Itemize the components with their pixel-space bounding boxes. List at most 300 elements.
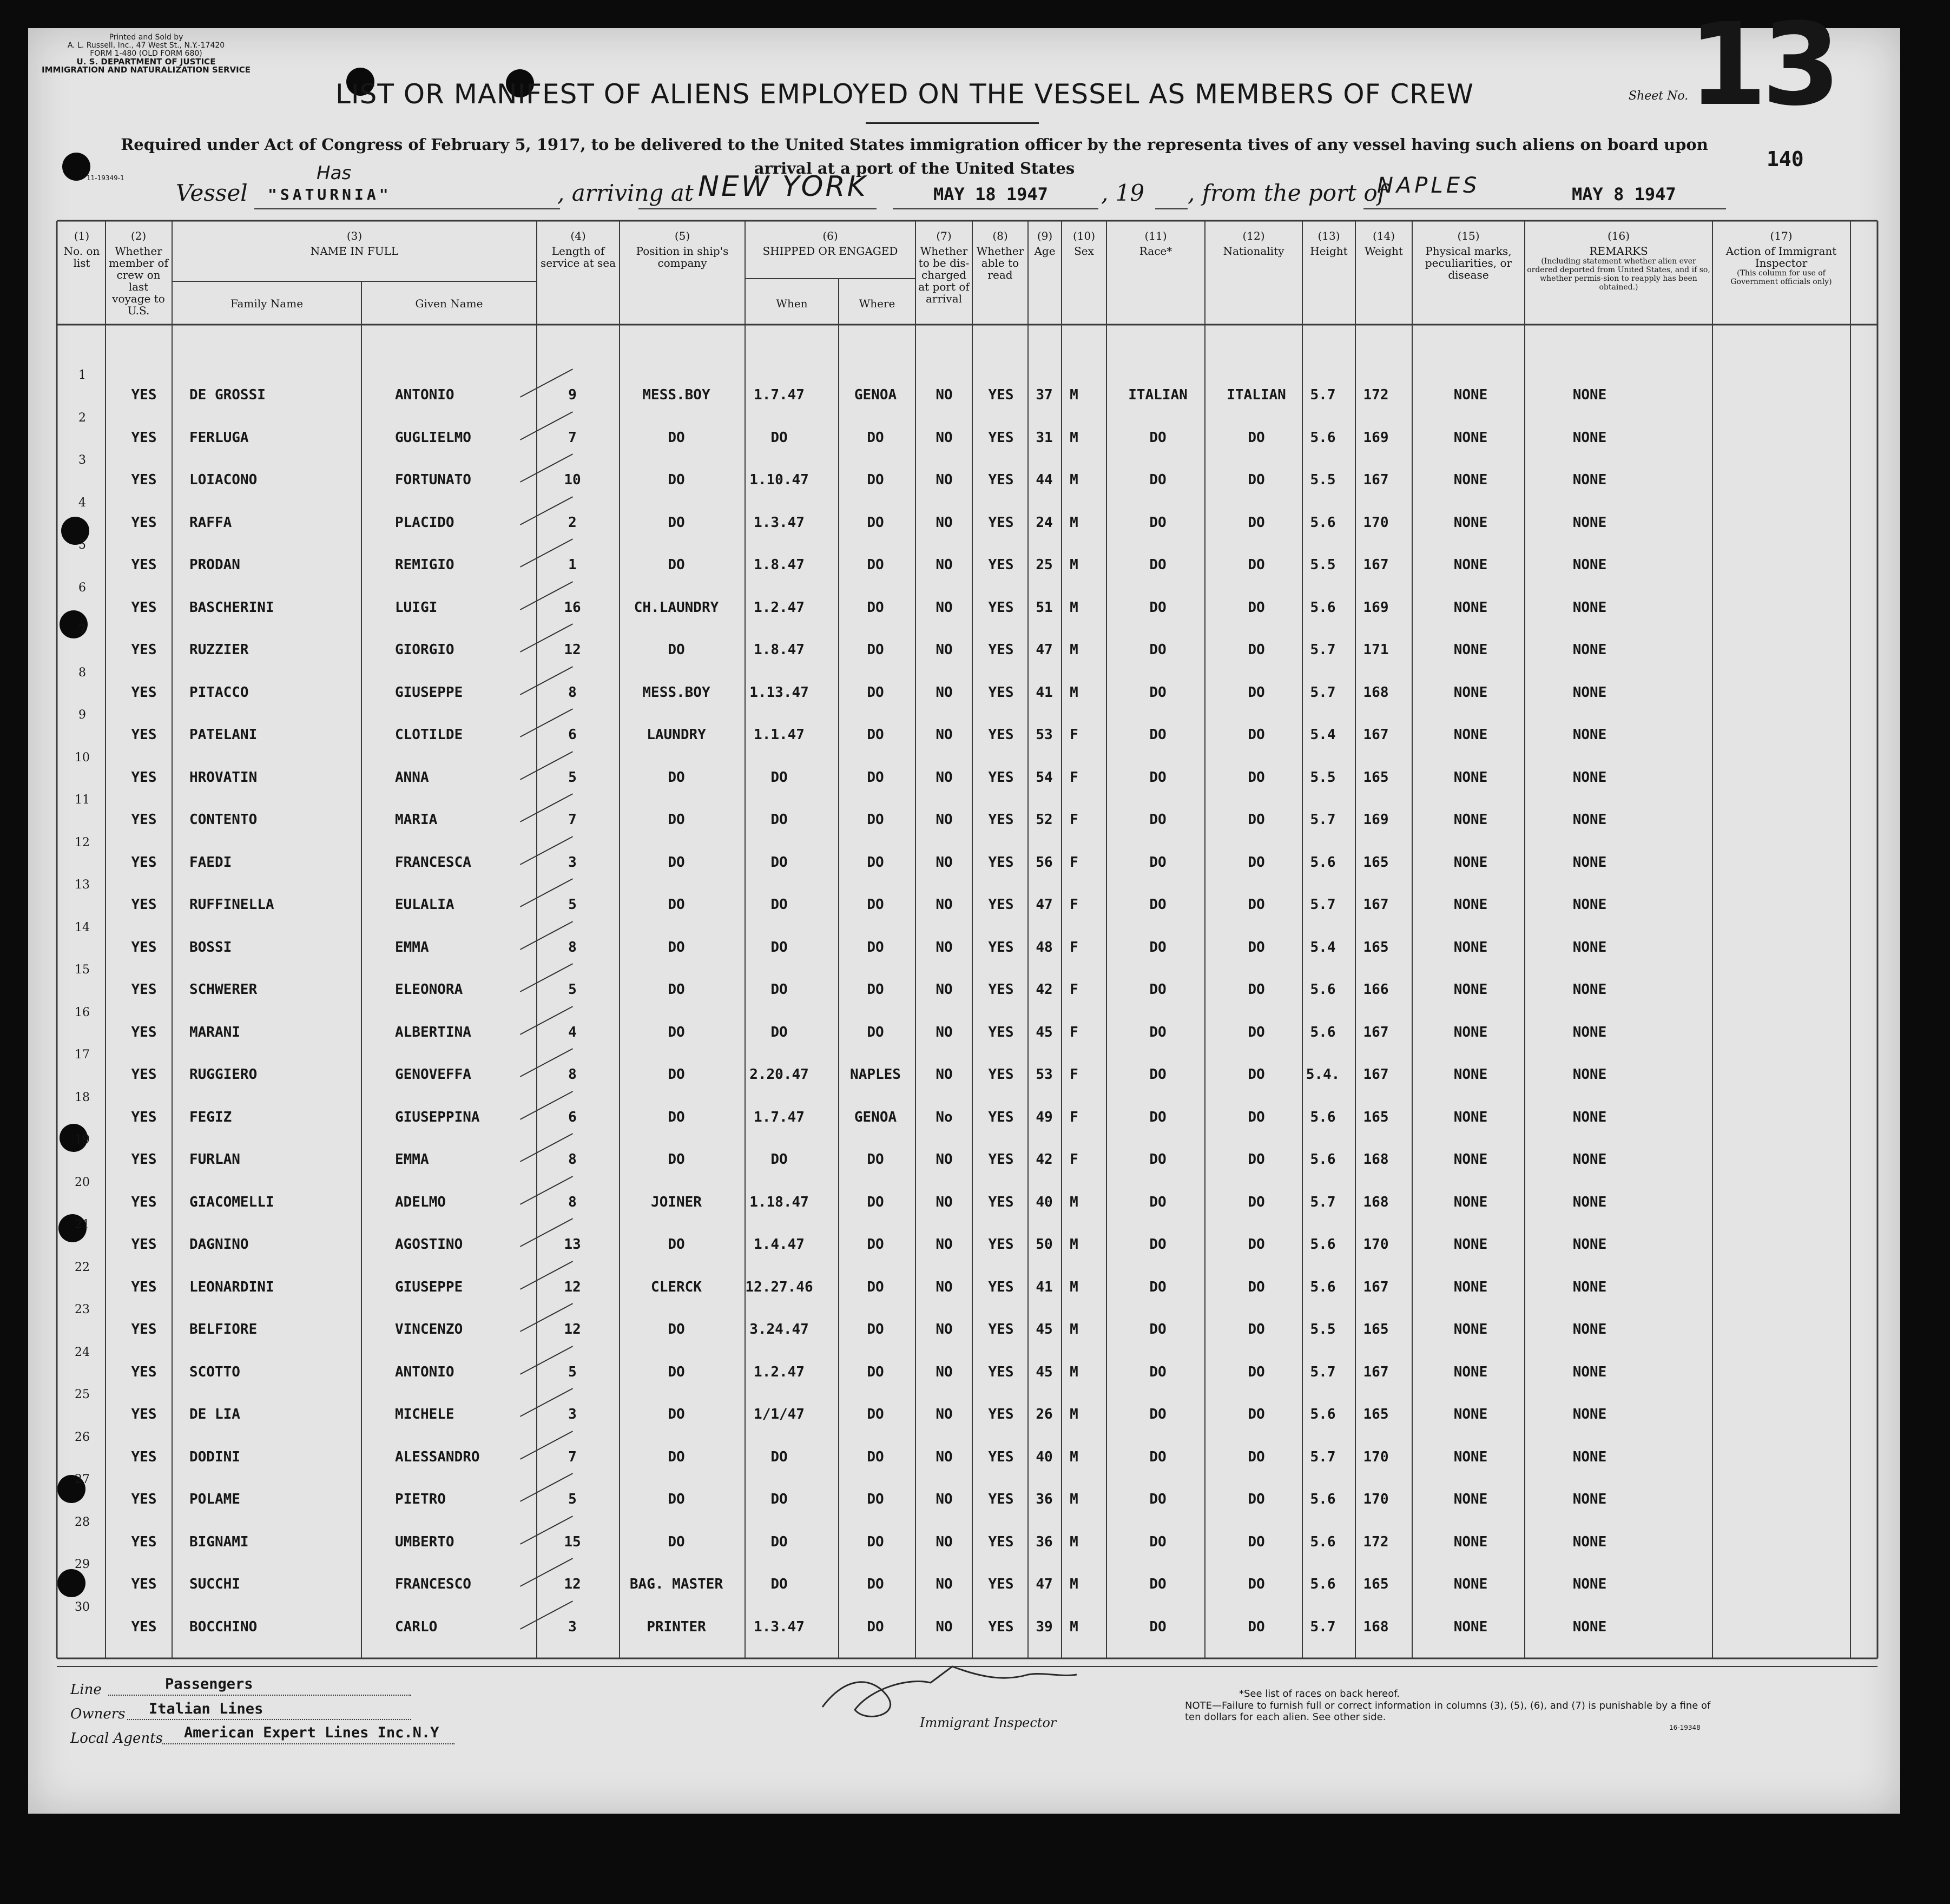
row-number: 26 — [75, 1430, 90, 1444]
cell-when: 1.18.47 — [749, 1194, 809, 1210]
cell-where: DO — [867, 812, 884, 828]
cell-sex: M — [1070, 472, 1078, 488]
cell-where: DO — [867, 981, 884, 998]
cell-height: 5.6 — [1310, 1151, 1336, 1168]
cell-given: PIETRO — [395, 1491, 446, 1507]
cell-discharged: No — [936, 1109, 953, 1125]
cell-height: 5.6 — [1310, 429, 1336, 446]
cell-nationality: DO — [1248, 599, 1265, 616]
cell-height: 5.7 — [1310, 684, 1336, 701]
cell-when: DO — [770, 897, 788, 913]
cell-discharged: NO — [936, 1491, 953, 1507]
cell-race: DO — [1149, 1363, 1167, 1380]
cell-age: 48 — [1036, 939, 1053, 956]
cell-nationality: DO — [1248, 812, 1265, 828]
cell-service: 3 — [568, 1618, 577, 1635]
cell-age: 53 — [1036, 1066, 1053, 1083]
cell-given: PLACIDO — [395, 514, 454, 531]
cell-discharged: NO — [936, 557, 953, 573]
row-number: 23 — [75, 1303, 90, 1316]
col-label: Whether able to read — [976, 245, 1024, 281]
cell-crew: YES — [131, 1321, 157, 1338]
cell-crew: YES — [131, 939, 157, 956]
cell-given: ALBERTINA — [395, 1024, 471, 1040]
cell-when: 1.7.47 — [754, 1109, 805, 1125]
cell-height: 5.7 — [1310, 1194, 1336, 1210]
cell-weight: 167 — [1363, 1066, 1389, 1083]
cell-crew: YES — [131, 981, 157, 998]
row-number: 28 — [75, 1515, 90, 1529]
cell-position: MESS.BOY — [642, 387, 710, 403]
cell-race: DO — [1149, 514, 1167, 531]
cell-discharged: NO — [936, 897, 953, 913]
cell-marks: NONE — [1453, 769, 1488, 786]
cell-position: CH.LAUNDRY — [634, 599, 719, 616]
cell-marks: NONE — [1453, 1618, 1488, 1635]
cell-position: DO — [668, 1066, 685, 1083]
owners-value: Italian Lines — [149, 1701, 263, 1717]
cell-crew: YES — [131, 514, 157, 531]
cell-given: VINCENZO — [395, 1321, 463, 1338]
col-header-service — [539, 230, 617, 269]
col-label: Race* — [1139, 245, 1172, 258]
cell-position: CLERCK — [651, 1279, 702, 1295]
cell-given: MARIA — [395, 812, 438, 828]
cell-when: DO — [770, 981, 788, 998]
cell-marks: NONE — [1453, 1576, 1488, 1592]
cell-given: GIUSEPPE — [395, 684, 463, 701]
cell-service: 6 — [568, 1109, 577, 1125]
row-number: 5 — [78, 538, 86, 552]
cell-read: YES — [988, 1576, 1014, 1592]
cell-sex: F — [1070, 939, 1078, 956]
cell-height: 5.6 — [1310, 1533, 1336, 1550]
cell-when: DO — [770, 429, 788, 446]
departure-date: MAY 8 1947 — [1572, 184, 1676, 205]
cell-crew: YES — [131, 472, 157, 488]
cell-race: DO — [1149, 1066, 1167, 1083]
cell-sex: M — [1070, 1448, 1078, 1465]
races-note: *See list of races on back hereof. — [1239, 1688, 1400, 1699]
row-number: 22 — [75, 1260, 90, 1274]
cell-service: 12 — [564, 1279, 581, 1295]
col-header-name — [172, 230, 537, 257]
cell-where: DO — [867, 727, 884, 743]
cell-nationality: DO — [1248, 727, 1265, 743]
row-number: 10 — [75, 750, 90, 765]
cell-marks: NONE — [1453, 642, 1488, 658]
cell-sex: M — [1070, 1533, 1078, 1550]
cell-service: 10 — [564, 472, 581, 488]
cell-remarks: NONE — [1572, 1618, 1607, 1635]
cell-marks: NONE — [1453, 939, 1488, 956]
col-num: (8) — [992, 229, 1008, 242]
cell-when: DO — [770, 1576, 788, 1592]
cell-position: DO — [668, 897, 685, 913]
cell-when: 1.13.47 — [749, 684, 809, 701]
cell-when: 1.7.47 — [754, 387, 805, 403]
cell-sex: F — [1070, 1151, 1078, 1168]
cell-where: DO — [867, 599, 884, 616]
form-code: 11-19349-1 — [87, 174, 124, 182]
cell-age: 52 — [1036, 812, 1053, 828]
cell-weight: 170 — [1363, 1236, 1389, 1253]
cell-service: 8 — [568, 1151, 577, 1168]
cell-service: 2 — [568, 514, 577, 531]
cell-where: DO — [867, 1194, 884, 1210]
col-num: (17) — [1770, 229, 1793, 242]
cell-age: 39 — [1036, 1618, 1053, 1635]
cell-read: YES — [988, 472, 1014, 488]
cell-weight: 172 — [1363, 387, 1389, 403]
cell-family: RAFFA — [189, 514, 232, 531]
cell-age: 53 — [1036, 727, 1053, 743]
line-dotline — [108, 1695, 411, 1696]
row-number: 6 — [78, 581, 86, 595]
cell-discharged: NO — [936, 387, 953, 403]
cell-sex: M — [1070, 1618, 1078, 1635]
cell-sex: F — [1070, 1066, 1078, 1083]
cell-weight: 172 — [1363, 1533, 1389, 1550]
cell-remarks: NONE — [1572, 1279, 1607, 1295]
col-num: (11) — [1144, 229, 1167, 242]
cell-marks: NONE — [1453, 557, 1488, 573]
cell-race: DO — [1149, 897, 1167, 913]
cell-position: DO — [668, 472, 685, 488]
cell-service: 7 — [568, 812, 577, 828]
cell-when: 1.1.47 — [754, 727, 805, 743]
cell-service: 5 — [568, 981, 577, 998]
cell-crew: YES — [131, 1151, 157, 1168]
cell-family: PITACCO — [189, 684, 249, 701]
col-header-action — [1714, 230, 1849, 286]
cell-race: DO — [1149, 642, 1167, 658]
col-header-remarks — [1526, 230, 1711, 292]
cell-nationality: DO — [1248, 1321, 1265, 1338]
cell-when: 1.2.47 — [754, 1363, 805, 1380]
cell-given: AGOSTINO — [395, 1236, 463, 1253]
cell-discharged: NO — [936, 1448, 953, 1465]
cell-height: 5.7 — [1310, 387, 1336, 403]
cell-marks: NONE — [1453, 1448, 1488, 1465]
cell-remarks: NONE — [1572, 429, 1607, 446]
cell-family: BIGNAMI — [189, 1533, 249, 1550]
cell-sex: M — [1070, 1491, 1078, 1507]
cell-discharged: NO — [936, 1194, 953, 1210]
cell-where: DO — [867, 429, 884, 446]
cell-height: 5.7 — [1310, 1618, 1336, 1635]
cell-where: DO — [867, 557, 884, 573]
col-label: Length of service at sea — [540, 245, 616, 269]
cell-when: DO — [770, 1448, 788, 1465]
cell-given: FRANCESCA — [395, 854, 471, 871]
cell-service: 5 — [568, 769, 577, 786]
cell-nationality: DO — [1248, 1151, 1265, 1168]
cell-where: DO — [867, 897, 884, 913]
cell-marks: NONE — [1453, 387, 1488, 403]
cell-service: 8 — [568, 1194, 577, 1210]
cell-remarks: NONE — [1572, 1109, 1607, 1125]
cell-nationality: DO — [1248, 1109, 1265, 1125]
printer-line: Printed and Sold by — [109, 33, 183, 42]
col-num: (7) — [936, 229, 952, 242]
cell-family: DE LIA — [189, 1406, 240, 1422]
col-num: (15) — [1457, 229, 1480, 242]
cell-nationality: DO — [1248, 1363, 1265, 1380]
cell-given: GENOVEFFA — [395, 1066, 471, 1083]
cell-weight: 170 — [1363, 514, 1389, 531]
cell-discharged: NO — [936, 1279, 953, 1295]
cell-given: FORTUNATO — [395, 472, 471, 488]
cell-read: YES — [988, 387, 1014, 403]
cell-race: DO — [1149, 557, 1167, 573]
row-number: 16 — [75, 1005, 90, 1019]
cell-sex: M — [1070, 1363, 1078, 1380]
cell-family: RUGGIERO — [189, 1066, 258, 1083]
cell-weight: 169 — [1363, 812, 1389, 828]
cell-remarks: NONE — [1572, 897, 1607, 913]
cell-remarks: NONE — [1572, 599, 1607, 616]
cell-race: DO — [1149, 1279, 1167, 1295]
cell-read: YES — [988, 1024, 1014, 1040]
cell-family: GIACOMELLI — [189, 1194, 274, 1210]
cell-marks: NONE — [1453, 429, 1488, 446]
cell-when: 1.4.47 — [754, 1236, 805, 1253]
cell-given: EMMA — [395, 939, 429, 956]
cell-service: 12 — [564, 1321, 581, 1338]
cell-read: YES — [988, 514, 1014, 531]
cell-service: 1 — [568, 557, 577, 573]
cell-position: DO — [668, 1533, 685, 1550]
title-underline — [866, 122, 1039, 124]
cell-nationality: DO — [1248, 1066, 1265, 1083]
cell-discharged: NO — [936, 1024, 953, 1040]
cell-service: 12 — [564, 642, 581, 658]
cell-remarks: NONE — [1572, 684, 1607, 701]
cell-when: DO — [770, 854, 788, 871]
cell-marks: NONE — [1453, 599, 1488, 616]
cell-age: 45 — [1036, 1363, 1053, 1380]
cell-sex: F — [1070, 854, 1078, 871]
cell-family: SCHWERER — [189, 981, 258, 998]
cell-weight: 170 — [1363, 1448, 1389, 1465]
cell-height: 5.6 — [1310, 854, 1336, 871]
cell-position: BAG. MASTER — [629, 1576, 723, 1592]
cell-age: 25 — [1036, 557, 1053, 573]
cell-position: DO — [668, 1363, 685, 1380]
agents-label: Local Agents — [70, 1730, 163, 1747]
cell-crew: YES — [131, 1533, 157, 1550]
cell-where: DO — [867, 769, 884, 786]
cell-service: 7 — [568, 429, 577, 446]
cell-position: DO — [668, 981, 685, 998]
cell-remarks: NONE — [1572, 1533, 1607, 1550]
cell-crew: YES — [131, 599, 157, 616]
cell-marks: NONE — [1453, 812, 1488, 828]
cell-where: DO — [867, 1279, 884, 1295]
cell-read: YES — [988, 981, 1014, 998]
cell-family: BASCHERINI — [189, 599, 274, 616]
cell-remarks: NONE — [1572, 1236, 1607, 1253]
cell-nationality: DO — [1248, 769, 1265, 786]
cell-given: CLOTILDE — [395, 727, 463, 743]
row-number: 30 — [75, 1600, 90, 1614]
row-number: 27 — [75, 1473, 90, 1486]
cell-family: LOIACONO — [189, 472, 258, 488]
cell-service: 8 — [568, 684, 577, 701]
cell-where: DO — [867, 1151, 884, 1168]
col-header-position — [622, 230, 742, 269]
cell-remarks: NONE — [1572, 939, 1607, 956]
cell-family: MARANI — [189, 1024, 240, 1040]
cell-family: RUFFINELLA — [189, 897, 274, 913]
from-underline — [1363, 208, 1726, 209]
row-number: 20 — [75, 1175, 90, 1189]
cell-family: BOSSI — [189, 939, 232, 956]
owners-dotline — [127, 1719, 411, 1720]
cell-height: 5.5 — [1310, 1321, 1336, 1338]
cell-height: 5.5 — [1310, 472, 1336, 488]
cell-age: 50 — [1036, 1236, 1053, 1253]
cell-marks: NONE — [1453, 1194, 1488, 1210]
cell-sex: M — [1070, 514, 1078, 531]
cell-read: YES — [988, 1363, 1014, 1380]
row-number: 8 — [78, 666, 86, 680]
printer-credits — [11, 34, 281, 74]
cell-family: POLAME — [189, 1491, 240, 1507]
cell-weight: 165 — [1363, 939, 1389, 956]
cell-read: YES — [988, 1321, 1014, 1338]
cell-where: GENOA — [854, 387, 897, 403]
sheet-label: Sheet No. — [1629, 89, 1689, 103]
col-header-shipped — [745, 230, 915, 257]
cell-age: 37 — [1036, 387, 1053, 403]
printer-line: FORM 1-480 (OLD FORM 680) — [90, 49, 202, 58]
cell-race: DO — [1149, 1618, 1167, 1635]
row-number: 29 — [75, 1558, 90, 1571]
col-header-nationality — [1206, 230, 1301, 257]
cell-given: ANNA — [395, 769, 429, 786]
cell-position: DO — [668, 769, 685, 786]
cell-discharged: NO — [936, 514, 953, 531]
cell-discharged: NO — [936, 854, 953, 871]
col-header-age — [1029, 230, 1060, 257]
cell-race: DO — [1149, 684, 1167, 701]
cell-race: DO — [1149, 939, 1167, 956]
cell-family: LEONARDINI — [189, 1279, 274, 1295]
cell-sex: F — [1070, 897, 1078, 913]
cell-age: 42 — [1036, 981, 1053, 998]
cell-position: LAUNDRY — [647, 727, 706, 743]
cell-given: EULALIA — [395, 897, 454, 913]
cell-weight: 167 — [1363, 472, 1389, 488]
cell-race: DO — [1149, 472, 1167, 488]
cell-race: DO — [1149, 1491, 1167, 1507]
cell-read: YES — [988, 1406, 1014, 1422]
cell-when: 1.3.47 — [754, 1618, 805, 1635]
cell-marks: NONE — [1453, 1236, 1488, 1253]
arriving-label: , arriving at — [557, 180, 694, 206]
cell-nationality: DO — [1248, 684, 1265, 701]
cell-crew: YES — [131, 1618, 157, 1635]
cell-marks: NONE — [1453, 1491, 1488, 1507]
col-label: Weight — [1365, 245, 1403, 258]
cell-nationality: DO — [1248, 854, 1265, 871]
cell-where: DO — [867, 1321, 884, 1338]
cell-read: YES — [988, 1066, 1014, 1083]
cell-position: JOINER — [651, 1194, 702, 1210]
cell-sex: M — [1070, 1236, 1078, 1253]
cell-where: DO — [867, 1491, 884, 1507]
cell-crew: YES — [131, 854, 157, 871]
cell-when: 2.20.47 — [749, 1066, 809, 1083]
cell-remarks: NONE — [1572, 1151, 1607, 1168]
cell-remarks: NONE — [1572, 727, 1607, 743]
cell-race: DO — [1149, 1321, 1167, 1338]
cell-nationality: DO — [1248, 1576, 1265, 1592]
cell-position: DO — [668, 514, 685, 531]
cell-nationality: DO — [1248, 897, 1265, 913]
cell-nationality: DO — [1248, 1491, 1265, 1507]
cell-family: BELFIORE — [189, 1321, 258, 1338]
cell-crew: YES — [131, 1406, 157, 1422]
col-header-when: When — [776, 297, 808, 310]
cell-height: 5.6 — [1310, 1236, 1336, 1253]
cell-sex: M — [1070, 387, 1078, 403]
col-num: (3) — [346, 229, 363, 242]
cell-given: ALESSANDRO — [395, 1448, 480, 1465]
cell-where: DO — [867, 472, 884, 488]
cell-family: RUZZIER — [189, 642, 249, 658]
row-number: 7 — [78, 623, 86, 637]
cell-given: FRANCESCO — [395, 1576, 471, 1592]
cell-when: DO — [770, 1151, 788, 1168]
cell-position: DO — [668, 854, 685, 871]
cell-weight: 167 — [1363, 1024, 1389, 1040]
cell-sex: F — [1070, 1109, 1078, 1125]
cell-nationality: DO — [1248, 1279, 1265, 1295]
col-num: (1) — [74, 229, 90, 242]
cell-height: 5.4 — [1310, 939, 1336, 956]
cell-nationality: DO — [1248, 642, 1265, 658]
cell-discharged: NO — [936, 1618, 953, 1635]
cell-given: GUGLIELMO — [395, 429, 471, 446]
cell-weight: 171 — [1363, 642, 1389, 658]
cell-weight: 167 — [1363, 727, 1389, 743]
row-number: 12 — [75, 835, 90, 849]
printer-line: U. S. DEPARTMENT OF JUSTICE — [76, 57, 216, 67]
row-number: 21 — [75, 1218, 90, 1231]
cell-sex: F — [1070, 981, 1078, 998]
col-label: Nationality — [1223, 245, 1284, 258]
cell-discharged: NO — [936, 599, 953, 616]
cell-discharged: NO — [936, 1363, 953, 1380]
cell-read: YES — [988, 1279, 1014, 1295]
cell-marks: NONE — [1453, 727, 1488, 743]
cell-when: 1.8.47 — [754, 557, 805, 573]
cell-nationality: ITALIAN — [1227, 387, 1286, 403]
col-header-read — [973, 230, 1027, 281]
cell-age: 47 — [1036, 642, 1053, 658]
col-label: Sex — [1074, 245, 1094, 258]
cell-position: DO — [668, 1024, 685, 1040]
col-header-weight — [1356, 230, 1411, 257]
row-number: 15 — [75, 963, 90, 977]
cell-crew: YES — [131, 387, 157, 403]
cell-discharged: NO — [936, 1576, 953, 1592]
cell-where: DO — [867, 1363, 884, 1380]
col-label: NAME IN FULL — [310, 245, 399, 258]
